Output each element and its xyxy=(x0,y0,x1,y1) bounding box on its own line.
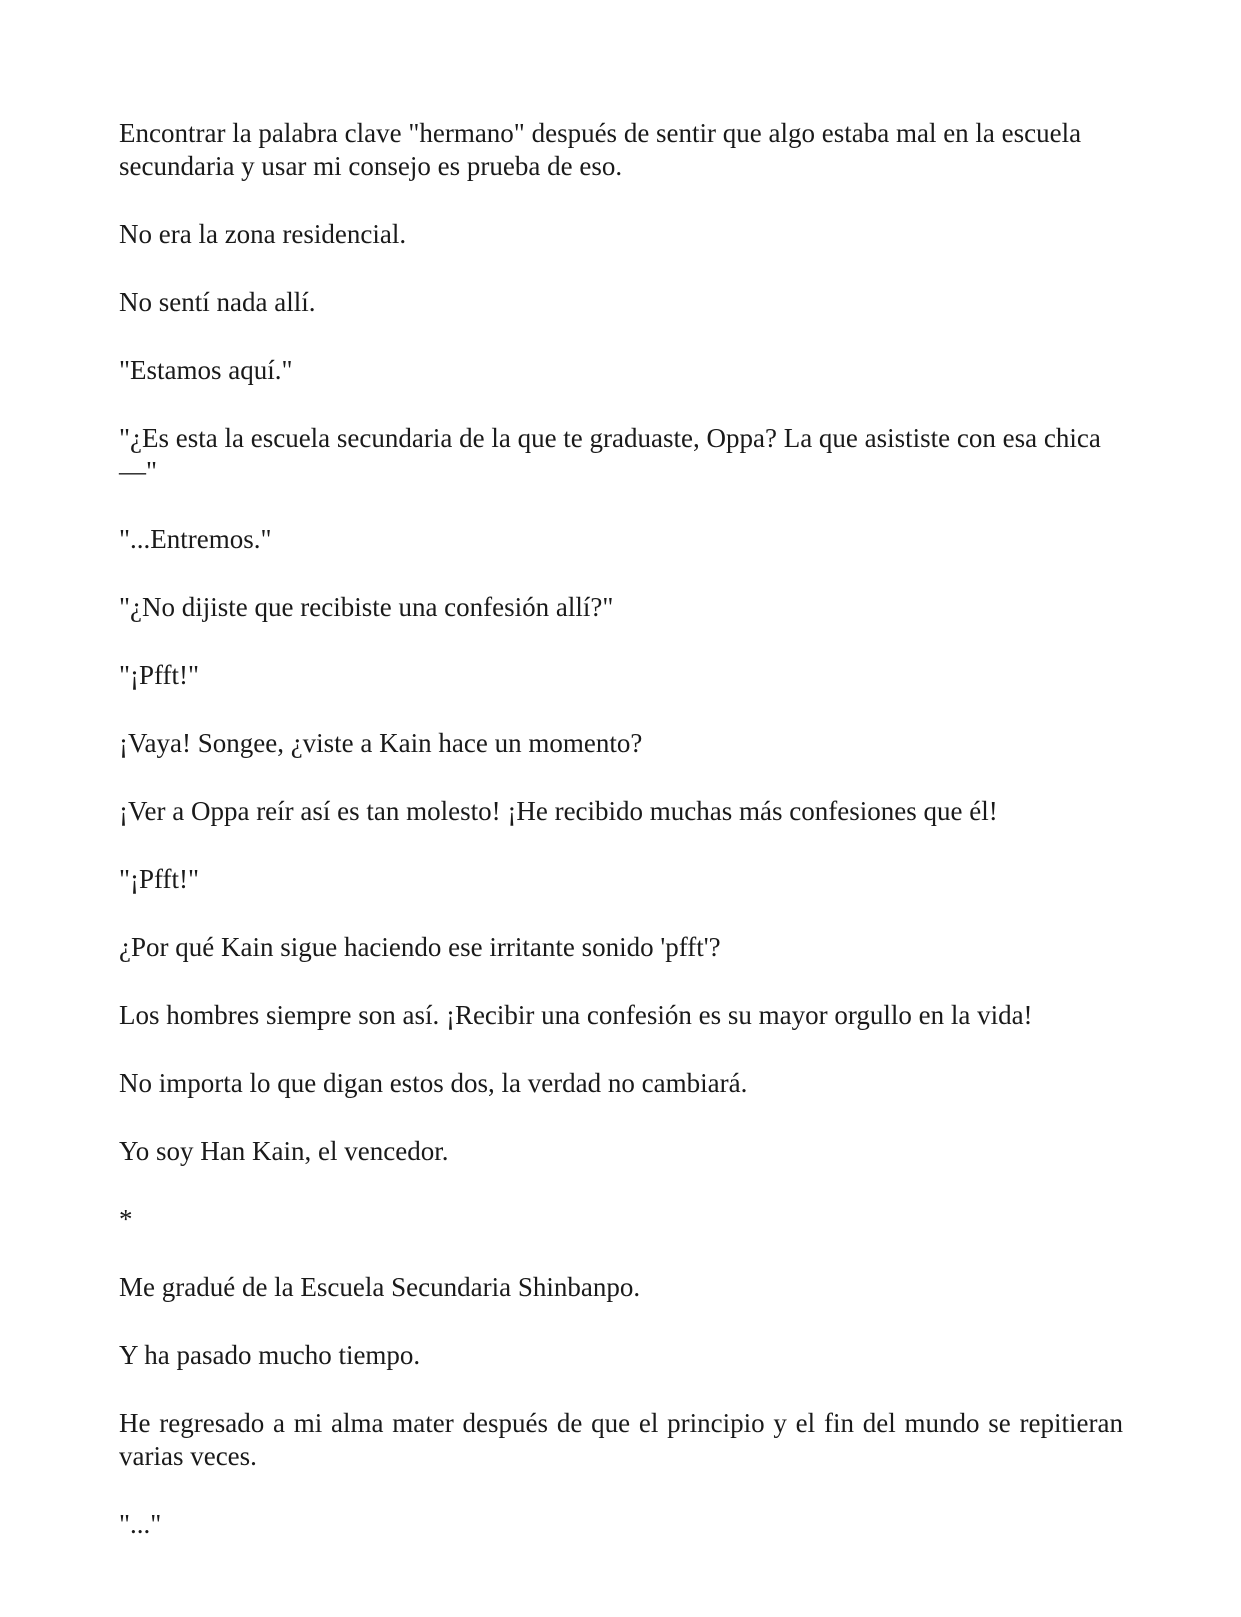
paragraph: ¡Vaya! Songee, ¿viste a Kain hace un momento? xyxy=(119,728,643,758)
dialogue-line: "..." xyxy=(119,1509,162,1539)
paragraph: ¿Por qué Kain sigue haciendo ese irritante sonido 'pfft'? xyxy=(119,932,721,962)
document-body xyxy=(119,117,1123,1576)
dialogue-line: "Estamos aquí." xyxy=(119,355,293,385)
paragraph: Los hombres siempre son así. ¡Recibir una confesión es su mayor orgullo en la vida! xyxy=(119,1000,1033,1030)
scene-break: * xyxy=(119,1204,133,1234)
paragraph: Yo soy Han Kain, el vencedor. xyxy=(119,1136,449,1166)
paragraph: No importa lo que digan estos dos, la verdad no cambiará. xyxy=(119,1068,748,1098)
dialogue-line: "¡Pfft!" xyxy=(119,660,200,690)
paragraph: He regresado a mi alma mater después de que el principio y el fin del mundo se repitieran varias veces. xyxy=(119,1408,1123,1471)
paragraph: ¡Ver a Oppa reír así es tan molesto! ¡He recibido muchas más confesiones que él! xyxy=(119,796,998,826)
paragraph: Me gradué de la Escuela Secundaria Shinbanpo. xyxy=(119,1272,641,1302)
paragraph: No sentí nada allí. xyxy=(119,287,316,317)
paragraph: Y ha pasado mucho tiempo. xyxy=(119,1340,421,1370)
dialogue-line: "¿Es esta la escuela secundaria de la que te graduaste, Oppa? La que asististe con esa chica—" xyxy=(119,423,1101,486)
dialogue-line: "¡Pfft!" xyxy=(119,864,200,894)
paragraph: Encontrar la palabra clave "hermano" después de sentir que algo estaba mal en la escuela secundaria y usar mi consejo es prueba de eso. xyxy=(119,118,1082,181)
paragraph: No era la zona residencial. xyxy=(119,219,407,249)
dialogue-line: "¿No dijiste que recibiste una confesión allí?" xyxy=(119,592,614,622)
dialogue-line: "...Entremos." xyxy=(119,524,272,554)
